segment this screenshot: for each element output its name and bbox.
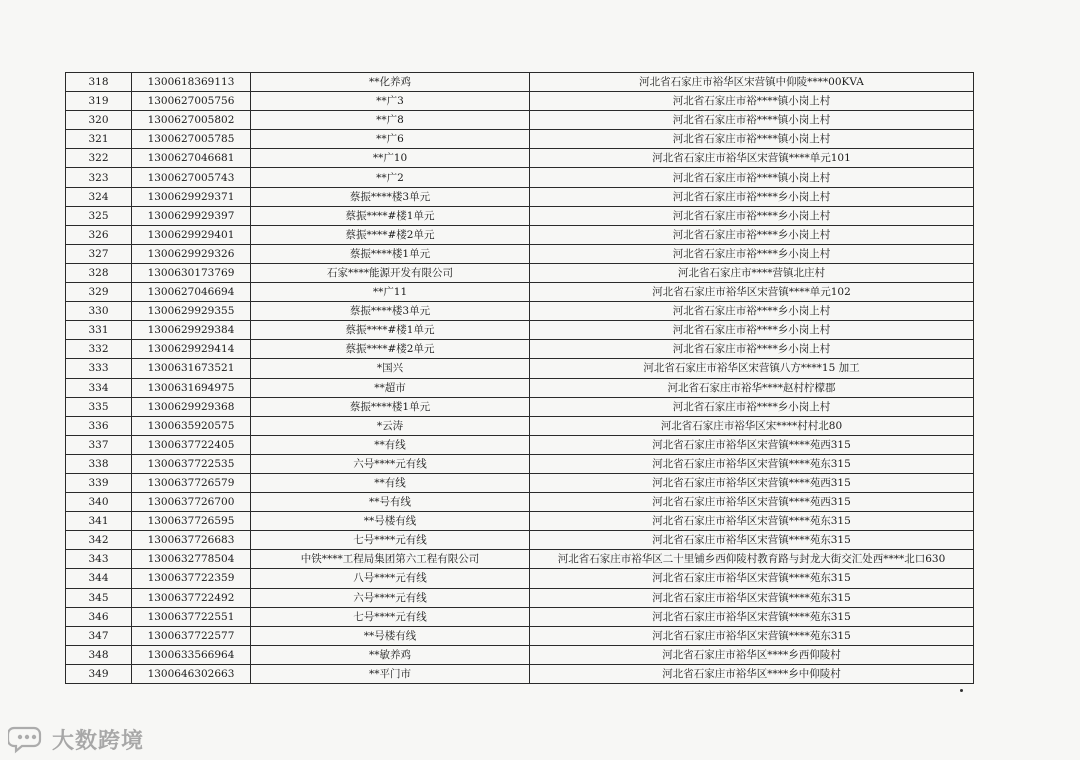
customer-name-cell: 石家****能源开发有限公司 — [251, 263, 530, 282]
account-id-cell: 1300627005802 — [132, 111, 251, 130]
address-cell: 河北省石家庄市裕华区宋营镇****苑西315 — [530, 473, 974, 492]
watermark-text: 大数跨境 — [52, 728, 145, 754]
customer-name-cell: **广3 — [251, 92, 530, 111]
row-number-cell: 333 — [66, 359, 132, 378]
account-id-cell: 1300637726579 — [132, 473, 251, 492]
customer-name-cell: **广2 — [251, 168, 530, 187]
records-table-body — [66, 73, 974, 684]
address-cell: 河北省石家庄市裕华区宋营镇****苑东315 — [530, 569, 974, 588]
address-cell: 河北省石家庄市裕****乡小岗上村 — [530, 206, 974, 225]
address-cell: 河北省石家庄市裕华区宋营镇****苑东315 — [530, 588, 974, 607]
row-number-cell: 331 — [66, 321, 132, 340]
account-id-cell: 1300629929397 — [132, 206, 251, 225]
table-row — [66, 130, 974, 149]
customer-name-cell: 七号****元有线 — [251, 531, 530, 550]
table-row — [66, 397, 974, 416]
address-cell: 河北省石家庄市裕华区宋****村村北80 — [530, 416, 974, 435]
table-row — [66, 168, 974, 187]
account-id-cell: 1300637722359 — [132, 569, 251, 588]
customer-name-cell: 蔡振****楼1单元 — [251, 244, 530, 263]
row-number-cell: 337 — [66, 435, 132, 454]
row-number-cell: 323 — [66, 168, 132, 187]
table-row — [66, 512, 974, 531]
table-row — [66, 111, 974, 130]
row-number-cell: 319 — [66, 92, 132, 111]
account-id-cell: 1300637726595 — [132, 512, 251, 531]
table-row — [66, 645, 974, 664]
customer-name-cell: 八号****元有线 — [251, 569, 530, 588]
customer-name-cell: **有线 — [251, 473, 530, 492]
address-cell: 河北省石家庄市裕****乡小岗上村 — [530, 302, 974, 321]
table-row — [66, 321, 974, 340]
customer-name-cell: 六号****元有线 — [251, 588, 530, 607]
page-dot-mark — [960, 689, 963, 692]
table-row — [66, 149, 974, 168]
customer-name-cell: 蔡振****#楼1单元 — [251, 206, 530, 225]
table-row — [66, 435, 974, 454]
row-number-cell: 334 — [66, 378, 132, 397]
account-id-cell: 1300630173769 — [132, 263, 251, 282]
account-id-cell: 1300629929371 — [132, 187, 251, 206]
row-number-cell: 329 — [66, 283, 132, 302]
row-number-cell: 332 — [66, 340, 132, 359]
row-number-cell: 345 — [66, 588, 132, 607]
customer-name-cell: **号楼有线 — [251, 512, 530, 531]
address-cell: 河北省石家庄市裕华区宋营镇****单元101 — [530, 149, 974, 168]
account-id-cell: 1300627046681 — [132, 149, 251, 168]
table-row — [66, 664, 974, 683]
account-id-cell: 1300629929326 — [132, 244, 251, 263]
table-row — [66, 493, 974, 512]
table-row — [66, 550, 974, 569]
address-cell: 河北省石家庄市裕华区宋营镇****苑东315 — [530, 531, 974, 550]
address-cell: 河北省石家庄市裕华区宋营镇****苑东315 — [530, 512, 974, 531]
row-number-cell: 344 — [66, 569, 132, 588]
row-number-cell: 318 — [66, 73, 132, 92]
address-cell: 河北省石家庄市裕****镇小岗上村 — [530, 92, 974, 111]
row-number-cell: 338 — [66, 454, 132, 473]
customer-name-cell: *国兴 — [251, 359, 530, 378]
account-id-cell: 1300632778504 — [132, 550, 251, 569]
row-number-cell: 327 — [66, 244, 132, 263]
account-id-cell: 1300631694975 — [132, 378, 251, 397]
row-number-cell: 325 — [66, 206, 132, 225]
row-number-cell: 326 — [66, 225, 132, 244]
address-cell: 河北省石家庄市裕华区宋营镇中仰陵****00KVA — [530, 73, 974, 92]
address-cell: 河北省石家庄市裕****乡小岗上村 — [530, 187, 974, 206]
account-id-cell: 1300627005743 — [132, 168, 251, 187]
address-cell: 河北省石家庄市裕****镇小岗上村 — [530, 130, 974, 149]
table-row — [66, 73, 974, 92]
account-id-cell: 1300637722492 — [132, 588, 251, 607]
customer-name-cell: 中铁****工程局集团第六工程有限公司 — [251, 550, 530, 569]
customer-name-cell: **广6 — [251, 130, 530, 149]
customer-name-cell: 蔡振****楼1单元 — [251, 397, 530, 416]
address-cell: 河北省石家庄市裕****乡小岗上村 — [530, 397, 974, 416]
customer-name-cell: **号有线 — [251, 493, 530, 512]
records-table — [65, 72, 974, 684]
account-id-cell: 1300637726683 — [132, 531, 251, 550]
address-cell: 河北省石家庄市裕华区****乡中仰陵村 — [530, 664, 974, 683]
customer-name-cell: *云涛 — [251, 416, 530, 435]
account-id-cell: 1300627005785 — [132, 130, 251, 149]
row-number-cell: 321 — [66, 130, 132, 149]
table-row — [66, 569, 974, 588]
account-id-cell: 1300629929368 — [132, 397, 251, 416]
table-row — [66, 187, 974, 206]
row-number-cell: 347 — [66, 626, 132, 645]
account-id-cell: 1300637722405 — [132, 435, 251, 454]
account-id-cell: 1300629929414 — [132, 340, 251, 359]
address-cell: 河北省石家庄市裕****乡小岗上村 — [530, 321, 974, 340]
account-id-cell: 1300637722577 — [132, 626, 251, 645]
table-row — [66, 283, 974, 302]
account-id-cell: 1300637726700 — [132, 493, 251, 512]
customer-name-cell: **广8 — [251, 111, 530, 130]
table-row — [66, 454, 974, 473]
account-id-cell: 1300631673521 — [132, 359, 251, 378]
table-row — [66, 473, 974, 492]
speech-bubble-logo-icon — [8, 724, 48, 754]
row-number-cell: 340 — [66, 493, 132, 512]
account-id-cell: 1300637722535 — [132, 454, 251, 473]
customer-name-cell: 七号****元有线 — [251, 607, 530, 626]
account-id-cell: 1300635920575 — [132, 416, 251, 435]
customer-name-cell: **化养鸡 — [251, 73, 530, 92]
row-number-cell: 336 — [66, 416, 132, 435]
address-cell: 河北省石家庄市裕****镇小岗上村 — [530, 111, 974, 130]
table-row — [66, 416, 974, 435]
address-cell: 河北省石家庄市裕华****赵村柠檬郡 — [530, 378, 974, 397]
table-row — [66, 607, 974, 626]
customer-name-cell: **有线 — [251, 435, 530, 454]
table-row — [66, 302, 974, 321]
row-number-cell: 346 — [66, 607, 132, 626]
customer-name-cell: **广10 — [251, 149, 530, 168]
account-id-cell: 1300637722551 — [132, 607, 251, 626]
customer-name-cell: 蔡振****#楼2单元 — [251, 225, 530, 244]
row-number-cell: 342 — [66, 531, 132, 550]
row-number-cell: 341 — [66, 512, 132, 531]
address-cell: 河北省石家庄市裕华区宋营镇****单元102 — [530, 283, 974, 302]
address-cell: 河北省石家庄市裕华区宋营镇八方****15 加工 — [530, 359, 974, 378]
table-row — [66, 378, 974, 397]
address-cell: 河北省石家庄市裕华区宋营镇****苑东315 — [530, 626, 974, 645]
customer-name-cell: **广11 — [251, 283, 530, 302]
table-row — [66, 92, 974, 111]
customer-name-cell: 蔡振****#楼1单元 — [251, 321, 530, 340]
account-id-cell: 1300627005756 — [132, 92, 251, 111]
row-number-cell: 330 — [66, 302, 132, 321]
address-cell: 河北省石家庄市裕****镇小岗上村 — [530, 168, 974, 187]
table-row — [66, 225, 974, 244]
address-cell: 河北省石家庄市裕华区二十里铺乡西仰陵村教育路与封龙大街交汇处西****北口630 — [530, 550, 974, 569]
row-number-cell: 348 — [66, 645, 132, 664]
address-cell: 河北省石家庄市裕****乡小岗上村 — [530, 244, 974, 263]
row-number-cell: 343 — [66, 550, 132, 569]
table-row — [66, 244, 974, 263]
address-cell: 河北省石家庄市****营镇北庄村 — [530, 263, 974, 282]
row-number-cell: 349 — [66, 664, 132, 683]
address-cell: 河北省石家庄市裕华区宋营镇****苑东315 — [530, 454, 974, 473]
table-row — [66, 626, 974, 645]
address-cell: 河北省石家庄市裕华区宋营镇****苑西315 — [530, 493, 974, 512]
customer-name-cell: 蔡振****楼3单元 — [251, 187, 530, 206]
address-cell: 河北省石家庄市裕华区宋营镇****苑西315 — [530, 435, 974, 454]
table-row — [66, 359, 974, 378]
account-id-cell: 1300646302663 — [132, 664, 251, 683]
account-id-cell: 1300633566964 — [132, 645, 251, 664]
row-number-cell: 324 — [66, 187, 132, 206]
table-row — [66, 206, 974, 225]
address-cell: 河北省石家庄市裕华区****乡西仰陵村 — [530, 645, 974, 664]
account-id-cell: 1300618369113 — [132, 73, 251, 92]
table-row — [66, 263, 974, 282]
row-number-cell: 335 — [66, 397, 132, 416]
table-row — [66, 340, 974, 359]
table-row — [66, 588, 974, 607]
row-number-cell: 322 — [66, 149, 132, 168]
address-cell: 河北省石家庄市裕华区宋营镇****苑东315 — [530, 607, 974, 626]
address-cell: 河北省石家庄市裕****乡小岗上村 — [530, 225, 974, 244]
account-id-cell: 1300629929384 — [132, 321, 251, 340]
watermark — [8, 722, 144, 756]
row-number-cell: 320 — [66, 111, 132, 130]
account-id-cell: 1300629929401 — [132, 225, 251, 244]
customer-name-cell: 蔡振****#楼2单元 — [251, 340, 530, 359]
customer-name-cell: 蔡振****楼3单元 — [251, 302, 530, 321]
customer-name-cell: **号楼有线 — [251, 626, 530, 645]
customer-name-cell: **平门市 — [251, 664, 530, 683]
account-id-cell: 1300627046694 — [132, 283, 251, 302]
customer-name-cell: **敏养鸡 — [251, 645, 530, 664]
customer-name-cell: **超市 — [251, 378, 530, 397]
row-number-cell: 339 — [66, 473, 132, 492]
account-id-cell: 1300629929355 — [132, 302, 251, 321]
customer-name-cell: 六号****元有线 — [251, 454, 530, 473]
table-row — [66, 531, 974, 550]
row-number-cell: 328 — [66, 263, 132, 282]
address-cell: 河北省石家庄市裕****乡小岗上村 — [530, 340, 974, 359]
